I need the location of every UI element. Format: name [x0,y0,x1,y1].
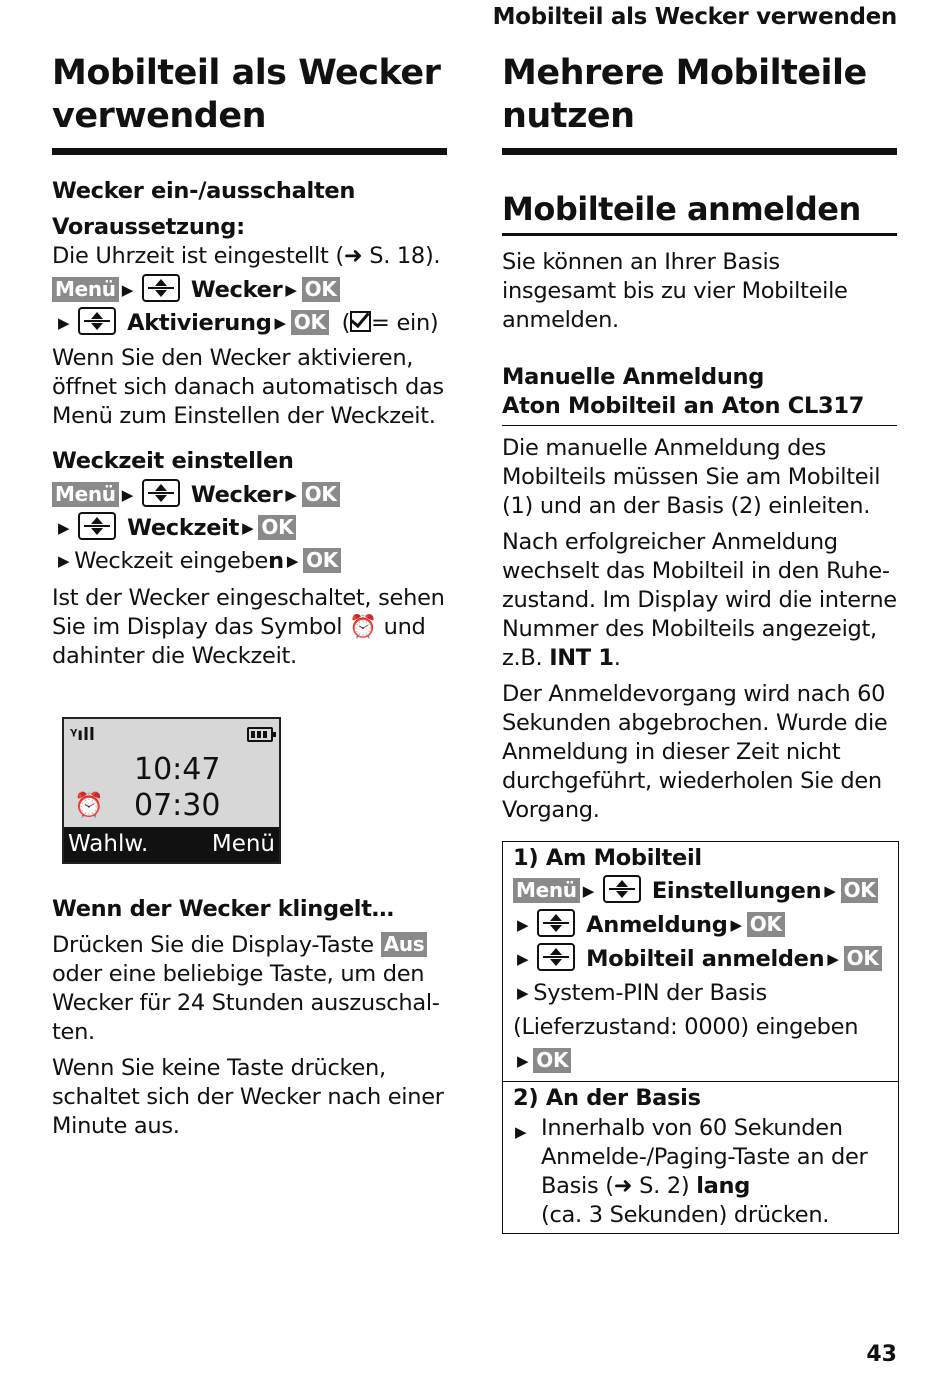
menu-item-aktivierung: Aktivierung [127,310,272,336]
triangle-icon: ▶ [285,281,297,299]
paragraph-abbruch: Der Anmeldevorgang wird nach 60 Sekunden abgebrochen. Wurde die Anmeldung in dieser Zeit nicht durchgeführt, wiederholen Sie den Vorgang. [502,681,888,823]
paragraph-ruhezustand: Nach erfolgreicher Anmeldung wechselt das Mobilteil in den Ruhezustand. Im Display wird die interne Nummer des Mobilteils angezeigt, z.B. INT 1. [502,529,897,671]
navigation-key-icon [78,512,116,540]
ok-key: OK [291,310,329,335]
prerequisite-label: Voraussetzung: [52,214,245,240]
subheading-wecker-klingelt: Wenn der Wecker klingelt… [52,896,394,922]
display-current-time: 10:47 [134,752,221,787]
menu-item-wecker: Wecker [190,277,283,303]
procedure-section-mobilteil [503,842,898,1081]
paragraph-display-symbol: Ist der Wecker eingeschaltet, sehen Sie im Display das Symbol ⏰ und dahinter die Weckzeit. [52,585,445,669]
navigation-key-icon [537,909,575,937]
navigation-key-icon [142,479,180,507]
menu-item-einstellungen: Einstellungen [651,878,822,904]
procedure-title-basis: 2) An der Basis [513,1085,701,1111]
triangle-icon: ▶ [242,519,254,537]
triangle-icon: ▶ [121,281,133,299]
triangle-icon: ▶ [58,519,70,537]
triangle-icon: ▶ [730,916,742,934]
step-lieferzustand: (Lieferzustand: 0000) eingeben [513,1014,859,1040]
procedure-title-mobilteil: 1) Am Mobilteil [513,845,702,871]
softkey-left: Wahlw. [68,831,149,857]
navigation-key-icon [78,307,116,335]
display-softkey-bar [64,827,279,862]
navigation-key-icon [142,274,180,302]
triangle-icon: ▶ [517,984,529,1002]
triangle-icon: ▶ [58,314,70,332]
arrow-icon: ➜ [613,1173,633,1199]
paragraph-intro: Sie können an Ihrer Basis insgesamt bis zu vier Mobilteile anmelden. [502,249,848,333]
section-title-mehrere-mobilteile: Mehrere Mobilteile nutzen [502,52,897,155]
procedure-box [502,841,899,1234]
subheading-manuelle-anmeldung: Manuelle Anmeldung Aton Mobilteil an Aton CL317 [502,363,897,426]
triangle-icon: ▶ [517,1052,529,1070]
left-column [52,52,447,671]
step-basis-taste: ▶ Innerhalb von 60 Sekunden Anmelde-/Paging-Taste an der Basis (➜ S. 2) lang (ca. 3 Sekunden) drücken. [515,1115,868,1228]
ok-key: OK [258,515,296,540]
step-weckzeit [52,512,447,545]
step-ok [513,1044,888,1078]
procedure-section-basis [503,1081,898,1233]
ok-key: OK [302,277,340,302]
checkbox-checked-icon [350,311,371,332]
triangle-icon: ▶ [827,950,839,968]
triangle-icon: ▶ [58,552,70,570]
menu-key: Menü [513,878,580,903]
display-alarm-time: 07:30 [134,788,221,823]
menu-key: Menü [52,482,119,507]
step-aktivierung: ▶ Aktivierung ▶ OK ( = ein) [52,307,447,340]
step-mobilteil-anmelden [513,942,888,976]
signal-strength-icon: ᵞıll [70,725,95,745]
paragraph-aus-taste: Drücken Sie die Display-Taste Aus oder eine beliebige Taste, um den Wecker für 24 Stunden auszuschalten. [52,932,440,1045]
triangle-icon: ▶ [121,486,133,504]
paragraph-aktivieren: Wenn Sie den Wecker aktivieren, öffnet sich danach automatisch das Menü zum Einstellen der Weckzeit. [52,345,444,429]
triangle-icon: ▶ [517,916,529,934]
menu-item-anmeldung: Anmeldung [586,912,728,938]
subheading-wecker-ein-aus: Wecker ein-/ausschalten [52,178,356,204]
step-weckzeit-eingeben: ▶ Weckzeit eingeben ▶ OK [52,545,447,578]
running-header: Mobilteil als Wecker verwenden [492,4,897,30]
alarm-clock-icon: ⏰ [74,791,104,819]
triangle-icon: ▶ [515,1123,527,1141]
section-title-wecker: Mobilteil als Wecker verwenden [52,52,447,155]
triangle-icon: ▶ [582,882,594,900]
step-menu-wecker [52,274,447,307]
ok-key: OK [303,548,341,573]
triangle-icon: ▶ [285,486,297,504]
navigation-key-icon [603,875,641,903]
paragraph-manuelle-anmeldung: Die manuelle Anmeldung des Mobilteils müssen Sie am Mobilteil (1) und an der Basis (2) einleiten. [502,435,881,519]
alarm-clock-icon: ⏰ [349,614,377,640]
ok-key: OK [302,482,340,507]
prerequisite-text: Die Uhrzeit ist eingestellt (➜ S. 18). [52,243,441,269]
step-anmeldung [513,908,888,942]
softkey-right: Menü [211,831,275,857]
subheading-weckzeit-einstellen: Weckzeit einstellen [52,448,294,474]
menu-key: Menü [52,277,119,302]
aus-key: Aus [381,932,428,957]
step-menu-wecker-2 [52,479,447,512]
menu-item-weckzeit: Weckzeit [127,515,240,541]
left-column-lower [52,895,447,1141]
right-column [502,52,897,1234]
triangle-icon: ▶ [517,950,529,968]
triangle-icon: ▶ [274,314,286,332]
heading-mobilteile-anmelden: Mobilteile anmelden [502,189,897,236]
triangle-icon: ▶ [824,882,836,900]
page-number: 43 [866,1342,897,1367]
triangle-icon: ▶ [286,552,299,570]
arrow-icon: ➜ [343,243,363,269]
navigation-key-icon [537,943,575,971]
menu-item-mobilteil-anmelden: Mobilteil anmelden [586,946,825,972]
battery-icon [247,727,273,742]
step-einstellungen [513,874,888,908]
step-system-pin: ▶ System-PIN der Basis [513,976,888,1010]
ok-key: OK [841,878,879,903]
ok-key: OK [747,912,785,937]
handset-display-illustration [62,717,281,864]
menu-item-wecker: Wecker [190,482,283,508]
ok-key: OK [844,946,882,971]
ok-key: OK [533,1048,571,1073]
paragraph-keine-taste: Wenn Sie keine Taste drücken, schaltet sich der Wecker nach einer Minute aus. [52,1055,444,1139]
